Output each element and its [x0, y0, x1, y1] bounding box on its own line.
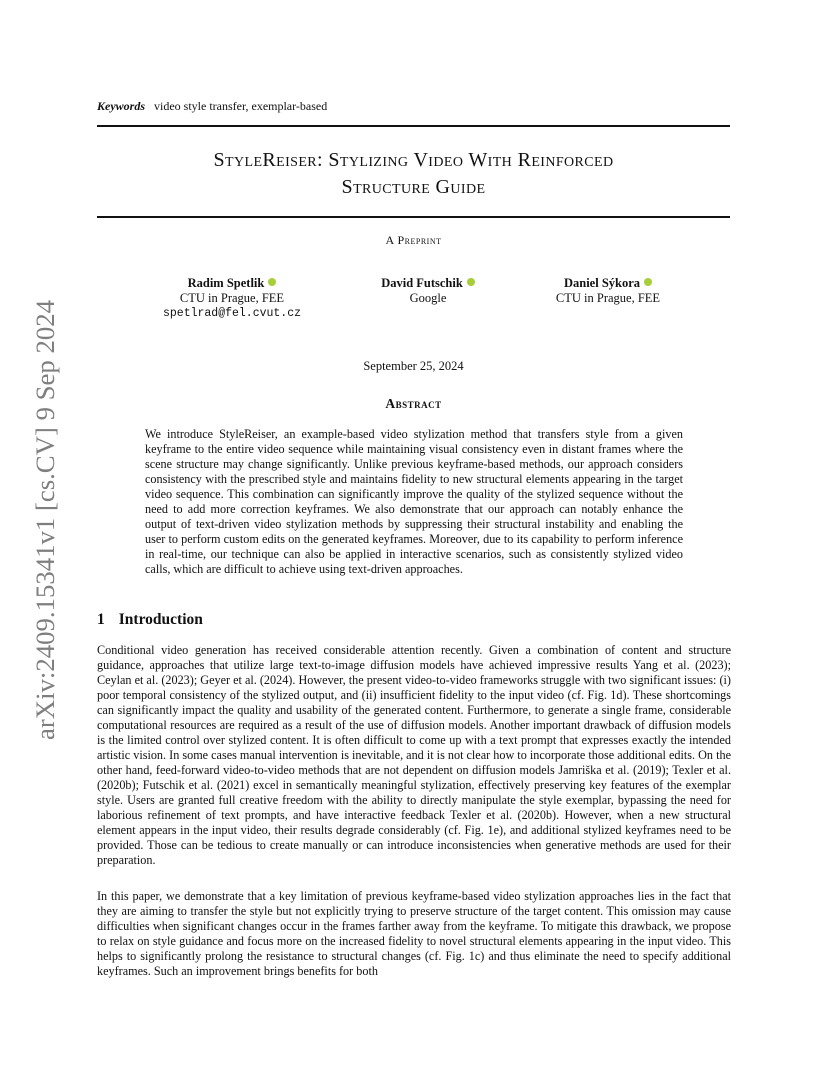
title-rule-top: [97, 125, 730, 127]
title-line-1: StyleReiser: Stylizing Video With Reinforced: [213, 149, 614, 171]
section-heading: [97, 611, 203, 629]
author-block: [508, 276, 708, 306]
author-email[interactable]: spetlrad@fel.cvut.cz: [162, 307, 302, 320]
arxiv-sidebar-stamp: [20, 300, 66, 740]
orcid-icon[interactable]: [467, 278, 475, 286]
author-affiliation: CTU in Prague, FEE: [179, 291, 285, 305]
author-name: David Futschik: [381, 276, 463, 290]
paper-title: [97, 147, 730, 201]
preprint-label: A Preprint: [385, 233, 442, 247]
author-name: Radim Spetlik: [187, 276, 265, 290]
publication-date: September 25, 2024: [363, 359, 464, 373]
arxiv-id: arXiv:2409.15341v1 [cs.CV] 9 Sep 2024: [30, 304, 60, 740]
author-name: Daniel Sýkora: [563, 276, 641, 290]
keywords-label: Keywords: [97, 99, 145, 113]
section-title: Introduction: [118, 611, 203, 628]
abstract-heading: Abstract: [385, 396, 442, 411]
keywords-line: [97, 99, 327, 114]
body-paragraph: Conditional video generation has received considerable attention recently. Given a combination of content and structure guidance, approaches that utilize large text-to-image diffusion models have achieved impressive results Yang et al. (2023); Ceylan et al. (2023); Geyer et al. (2024). However, the present video-to-video frameworks struggle with two significant issues: (i) poor temporal consistency of the stylized output, and (ii) insufficient fidelity to the input video (cf. Fig. 1d). These shortcomings can significantly impact the quality and usability of the generated content. Furthermore, to generate a single frame, considerable computational resources are required as a result of the use of diffusion models. Another important drawback of diffusion models is the limited control over stylized content. It is often difficult to come up with a text prompt that expresses exactly the intended artistic vision. In some cases manual intervention is inevitable, and it is not clear how to incorporate those additional edits. On the other hand, feed-forward video-to-video methods that are not dependent on diffusion models Jamriška et al. (2019); Texler et al. (2020b); Futschik et al. (2021) excel in semantically meaningful stylization, effectively preserving key features of the exemplar style. Users are granted full creative freedom with the ability to directly manipulate the style exemplar, bypassing the need for laborious refinement of text prompts, and have interactive feedback Texler et al. (2020b). However, when a new structural element appears in the input video, their results degrade considerably (cf. Fig. 1e), and additional stylized keyframes need to be provided. Those can be tedious to create manually or can introduce inconsistencies when generative methods are used for their preparation.: [97, 643, 731, 867]
orcid-icon[interactable]: [644, 278, 652, 286]
title-rule-bottom: [97, 216, 730, 218]
abstract-text: We introduce StyleReiser, an example-based video stylization method that transfers style from a given keyframe to the entire video sequence while maintaining visual consistency even in distant frames where the scene structure may change significantly. Unlike previous keyframe-based methods, our approach considers consistency with the prescribed style and maintains fidelity to new structural elements appearing in the target video sequence. This combination can significantly improve the quality of the stylized sequence without the need to add more correction keyframes. We also demonstrate that our approach can notably enhance the output of text-driven video stylization methods by suppressing their structural instability and enabling the user to perform custom edits on the generated keyframes. Moreover, due to its capability to perform inference in real-time, our technique can also be applied in interactive scenarios, such as consistently stylized video calls, which are difficult to achieve using text-driven approaches.: [145, 427, 683, 576]
author-block: [328, 276, 528, 306]
section-number: 1: [97, 611, 105, 628]
orcid-icon[interactable]: [268, 278, 276, 286]
author-affiliation: CTU in Prague, FEE: [555, 291, 661, 305]
title-line-2: Structure Guide: [341, 176, 486, 198]
keywords-text: video style transfer, exemplar-based: [154, 99, 328, 113]
author-block: [132, 276, 332, 321]
author-affiliation: Google: [409, 291, 447, 305]
body-paragraph: In this paper, we demonstrate that a key limitation of previous keyframe-based video stylization approaches lies in the fact that they are aiming to transfer the style but not explicitly trying to preserve structure of the target content. This omission may cause difficulties when significant changes occur in the frames farther away from the keyframe. To mitigate this drawback, we propose to relax on style guidance and focus more on the increased fidelity to novel structural elements appearing in the input video. This helps to significantly prolong the resistance to structural changes (cf. Fig. 1c) and thus eliminate the need to specify additional keyframes. Such an improvement brings benefits for both: [97, 889, 731, 978]
